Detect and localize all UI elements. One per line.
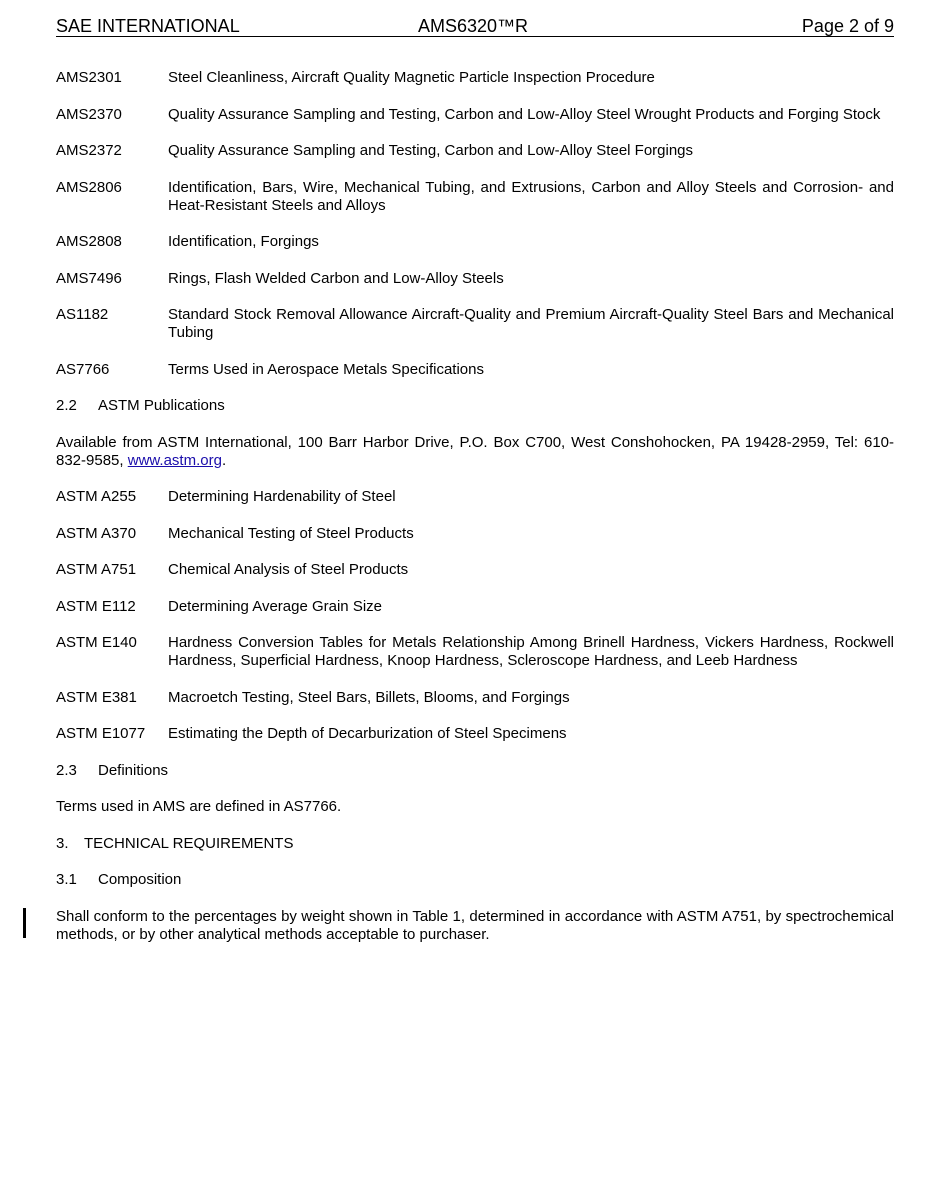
reference-code: ASTM E381 [56,688,137,706]
reference-code: ASTM A370 [56,524,137,542]
section-heading-2-2 [56,397,894,415]
astm-availability-paragraph [56,434,894,470]
reference-title: Rings, Flash Welded Carbon and Low-Alloy Steels [168,269,504,287]
reference-row [56,142,894,160]
reference-row [56,270,894,288]
reference-title: Steel Cleanliness, Aircraft Quality Magnetic Particle Inspection Procedure [168,69,655,86]
availability-period: . [221,451,227,469]
page-header [56,16,894,37]
reference-code: ASTM A255 [56,488,137,505]
section-title: ASTM Publications [98,397,225,414]
section-title: Definitions [98,761,169,779]
reference-code: ASTM E140 [56,634,137,651]
reference-title: Chemical Analysis of Steel Products [168,561,409,578]
section-heading-3 [56,835,894,853]
reference-title: Identification, Bars, Wire, Mechanical Tubing, and Extrusions, Carbon and Alloy Steels and Corrosion- and Heat-Resistant Steels and Alloys [168,178,894,214]
definitions-paragraph: Terms used in AMS are defined in AS7766. [56,798,342,815]
reference-code: AS1182 [56,306,109,323]
reference-row [56,69,894,87]
reference-title: Hardness Conversion Tables for Metals Relationship Among Brinell Hardness, Vickers Hardness, Rockwell Hardness, Superficial Hardness, Knoop Hardness, Scleroscope Hardness, and Leeb Hardness [168,634,894,669]
reference-row [56,361,894,379]
reference-row [56,598,894,616]
reference-code: ASTM A751 [56,561,137,578]
reference-code: AMS2372 [56,142,122,159]
section-title: TECHNICAL REQUIREMENTS [84,834,294,852]
section-number: 2.2 [56,397,77,414]
reference-code: ASTM E1077 [56,725,146,742]
astm-website-link[interactable]: www.astm.org [127,451,222,469]
reference-row [56,689,894,707]
reference-row [56,525,894,543]
reference-row [56,306,894,342]
reference-code: AMS2370 [56,105,122,123]
reference-row [56,106,894,124]
reference-title: Terms Used in Aerospace Metals Specifications [168,360,484,378]
availability-text: Available from ASTM International, 100 Barr Harbor Drive, P.O. Box C700, West Conshohocken, PA 19428-2959, Tel: 610-832-9585, [56,433,894,469]
composition-paragraph: Shall conform to the percentages by weight shown in Table 1, determined in accordance with ASTM A751, by spectrochemical methods, or by other analytical methods acceptable to purchaser. [56,907,894,943]
reference-title: Determining Average Grain Size [168,597,382,615]
reference-row [56,634,894,670]
reference-title: Macroetch Testing, Steel Bars, Billets, Blooms, and Forgings [168,688,570,706]
revision-change-bar [23,908,26,938]
reference-row [56,233,894,251]
header-page-number: Page 2 of 9 [801,16,894,36]
reference-code: AMS7496 [56,269,122,287]
reference-code: AMS2808 [56,233,122,250]
section-heading-2-3 [56,762,894,780]
reference-title: Identification, Forgings [168,233,319,250]
reference-code: ASTM E112 [56,597,136,615]
reference-row [56,179,894,215]
reference-title: Mechanical Testing of Steel Products [168,524,414,542]
header-organization: SAE INTERNATIONAL [56,16,240,36]
reference-row [56,725,894,743]
document-body [56,69,894,962]
header-document-number: AMS6320™R [418,16,529,36]
reference-code: AS7766 [56,360,110,378]
section-heading-3-1 [56,871,894,889]
reference-code: AMS2806 [56,178,122,196]
reference-title: Standard Stock Removal Allowance Aircraft-Quality and Premium Aircraft-Quality Steel Bars and Mechanical Tubing [168,306,894,341]
reference-title: Determining Hardenability of Steel [168,488,396,505]
reference-row [56,488,894,506]
section-number: 3. [56,834,69,852]
reference-code: AMS2301 [56,69,122,86]
reference-title: Quality Assurance Sampling and Testing, Carbon and Low-Alloy Steel Wrought Products and Forging Stock [168,105,881,123]
section-number: 2.3 [56,761,77,779]
section-number: 3.1 [56,871,77,888]
reference-title: Quality Assurance Sampling and Testing, Carbon and Low-Alloy Steel Forgings [168,142,694,159]
reference-row [56,561,894,579]
reference-title: Estimating the Depth of Decarburization of Steel Specimens [168,725,567,742]
section-title: Composition [98,871,182,888]
